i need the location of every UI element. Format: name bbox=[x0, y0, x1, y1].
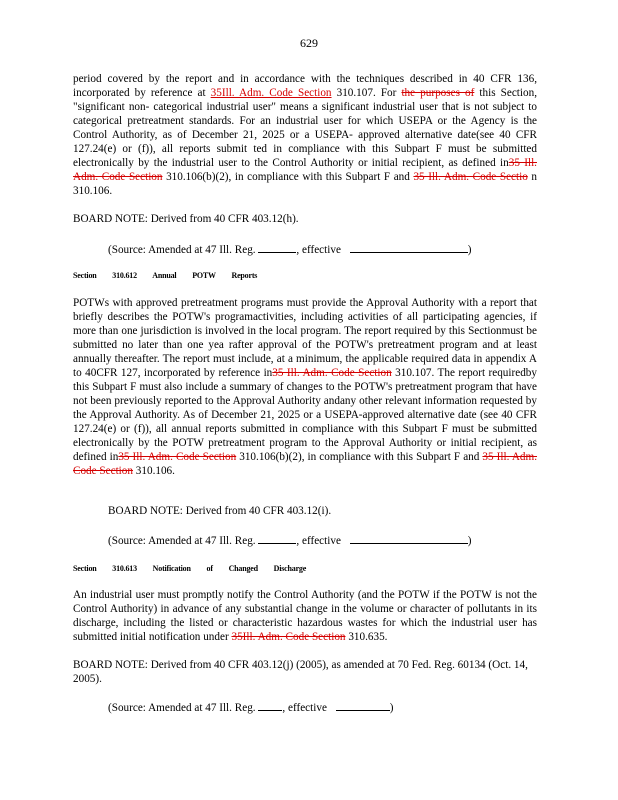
source-prefix: (Source: Amended at 47 Ill. Reg. bbox=[108, 702, 256, 714]
effective-date-blank bbox=[350, 241, 468, 253]
effective-date-blank bbox=[350, 532, 468, 544]
source-mid: , effective bbox=[282, 702, 327, 714]
paragraph-changed-discharge bbox=[73, 588, 537, 644]
board-note: BOARD NOTE: Derived from 40 CFR 403.12(h). bbox=[73, 213, 299, 225]
deleted-text: 35 Ill. Adm. Code Section bbox=[73, 451, 538, 477]
source-mid: , effective bbox=[296, 244, 341, 256]
text-run: this Section, "significant non- categorical industrial user" means a significant industrial user that is not subject to categorical pretreatment standards. For an industrial user for which USEPA or the Agency is the Control Authority, as of December 21, 2025 or a USEPA- approved alternative date(see 40 CFR 127.24(e) or (f)), all reports submit ted in compliance with this Subpart F must be submitted electronically by the industrial user to the Control Authority or initial recipient, as defined in bbox=[73, 87, 537, 169]
deleted-text: 35Ill. Adm. Code Section bbox=[210, 87, 332, 99]
paragraph-reporting-techniques bbox=[73, 72, 537, 198]
text-run: period covered by the report and in accordance with the techniques described in 40 CFR 136, incorporated by reference at bbox=[73, 73, 537, 99]
source-mid: , effective bbox=[296, 535, 341, 547]
source-end: ) bbox=[389, 702, 394, 714]
page-number: 629 bbox=[300, 36, 318, 50]
deleted-text: 35 Ill. Adm. Code Section bbox=[73, 157, 537, 183]
text-run: 310.635. bbox=[345, 631, 388, 643]
source-line bbox=[108, 532, 471, 548]
text-run: POTWs with approved pretreatment programs must provide the Approval Authority with a report that briefly describes the POTW's programactivities, including activities of all participating agencies, if more than one jurisdiction is involved in the local program. The report required by this Sectionmust be submitted no later than one yea rafter approval of the POTW's pretreatment program and at least annually thereafter. The report must include, at a minimum, the applicable required data in appendix A to 40CFR 127, incorporated by reference in bbox=[73, 297, 537, 379]
text-run: n 310.106. bbox=[73, 171, 537, 197]
deleted-text: 35 Ill. Adm. Code Section bbox=[272, 367, 392, 379]
deleted-text: 35Ill. Adm. Code Section bbox=[231, 631, 346, 643]
text-run: 310.106. bbox=[132, 465, 175, 477]
source-line bbox=[108, 241, 471, 257]
source-line bbox=[108, 699, 393, 715]
deleted-text: 35 Ill. Adm. Code Section bbox=[118, 451, 237, 463]
source-end: ) bbox=[467, 535, 472, 547]
source-prefix: (Source: Amended at 47 Ill. Reg. bbox=[108, 535, 256, 547]
text-run: 310.106(b)(2), in compliance with this Subpart F and bbox=[162, 171, 414, 183]
register-blank bbox=[258, 241, 296, 253]
text-run: 310.106(b)(2), in compliance with this Subpart F and bbox=[236, 451, 483, 463]
paragraph-annual-potw-reports bbox=[73, 296, 537, 478]
source-prefix: (Source: Amended at 47 Ill. Reg. bbox=[108, 244, 256, 256]
source-end: ) bbox=[467, 244, 472, 256]
deleted-text: 35 Ill. Adm. Code Sectio bbox=[413, 171, 528, 183]
register-blank bbox=[258, 532, 296, 544]
board-note: BOARD NOTE: Derived from 40 CFR 403.12(j) (2005), as amended at 70 Fed. Reg. 60134 (Oct. 14, 2005). bbox=[73, 659, 528, 685]
board-note: BOARD NOTE: Derived from 40 CFR 403.12(i). bbox=[108, 505, 332, 517]
section-heading: Section 310.613 Notification of Changed Discharge bbox=[73, 564, 307, 573]
section-heading: Section 310.612 Annual POTW Reports bbox=[73, 271, 258, 280]
register-blank bbox=[258, 699, 282, 711]
deleted-text: the purposes of bbox=[401, 87, 475, 99]
text-run: An industrial user must promptly notify the Control Authority (and the POTW if the POTW is not the Control Authority) in advance of any substantial change in the volume or character of pollutants in its discharge, including the listed or characteristic hazardous wastes for which the industrial user has submitted initial notification under bbox=[73, 589, 537, 643]
text-run: 310.107. The report requiredby this Subpart F must also include a summary of changes to the POTW's pretreatment program that have not been previously reported to the Approval Authority andany other relevant information requested by the Approval Authority. As of December 21, 2025 or a USEPA-approved alternative date (see 40 CFR 127.24(e) or (f)), all annual reports submitted in compliance with this Subpart F must be submitted electronically by the POTW pretreatment program to the Approval Authority or initial recipient, as defined in bbox=[73, 367, 537, 463]
text-run: 310.107. For bbox=[331, 87, 402, 99]
effective-date-blank bbox=[336, 699, 390, 711]
